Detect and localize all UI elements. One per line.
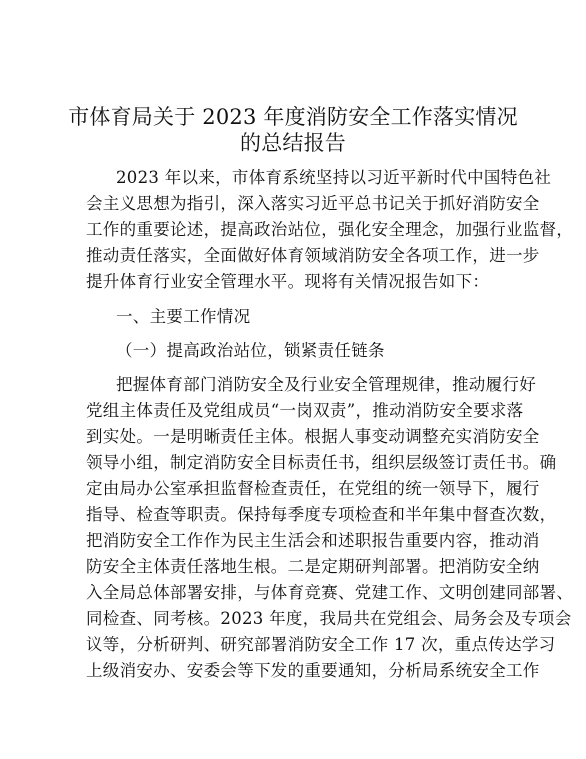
document-title-line-1: 市体育局关于 2023 年度消防安全工作落实情况 xyxy=(68,105,518,129)
paragraph-line: 领导小组，制定消防安全目标责任书，组织层级签订责任书。确 xyxy=(86,453,557,472)
subsection-heading: （一）提高政治站位，锁紧责任链条 xyxy=(116,341,385,360)
paragraph-line: 定由局办公室承担监督检查责任，在党组的统一领导下，履行 xyxy=(86,479,540,498)
paragraph-line: 会主义思想为指引，深入落实习近平总书记关于抓好消防安全 xyxy=(86,194,540,213)
paragraph-line: 防安全主体责任落地生根。二是定期研判部署。把消防安全纳 xyxy=(86,557,540,576)
paragraph-line: 把消防安全工作作为民主生活会和述职报告重要内容，推动消 xyxy=(86,531,540,550)
document-title-line-2: 的总结报告 xyxy=(240,131,346,155)
paragraph-line: 上级消安办、安委会等下发的重要通知，分析局系统安全工作 xyxy=(86,661,540,680)
paragraph-line: 指导、检查等职责。保持每季度专项检查和半年集中督查次数， xyxy=(86,505,557,524)
paragraph-line: 2023 年以来，市体育系统坚持以习近平新时代中国特色社 xyxy=(116,168,552,187)
paragraph-line: 党组主体责任及党组成员“一岗双责”，推动消防安全要求落 xyxy=(86,401,524,420)
section-heading: 一、主要工作情况 xyxy=(116,307,251,326)
paragraph-line: 工作的重要论述，提高政治站位，强化安全理念，加强行业监督， xyxy=(86,220,574,239)
paragraph-line: 议等，分析研判、研究部署消防安全工作 17 次，重点传达学习 xyxy=(86,635,556,654)
paragraph-line: 把握体育部门消防安全及行业安全管理规律，推动履行好 xyxy=(116,375,536,394)
paragraph-line: 提升体育行业安全管理水平。现将有关情况报告如下： xyxy=(86,272,490,291)
paragraph-line: 同检查、同考核。2023 年度，我局共在党组会、局务会及专项会 xyxy=(86,609,572,628)
paragraph-line: 到实处。一是明晰责任主体。根据人事变动调整充实消防安全 xyxy=(86,427,540,446)
paragraph-line: 入全局总体部署安排，与体育竞赛、党建工作、文明创建同部署、 xyxy=(86,583,574,602)
paragraph-line: 推动责任落实，全面做好体育领域消防安全各项工作，进一步 xyxy=(86,246,540,265)
